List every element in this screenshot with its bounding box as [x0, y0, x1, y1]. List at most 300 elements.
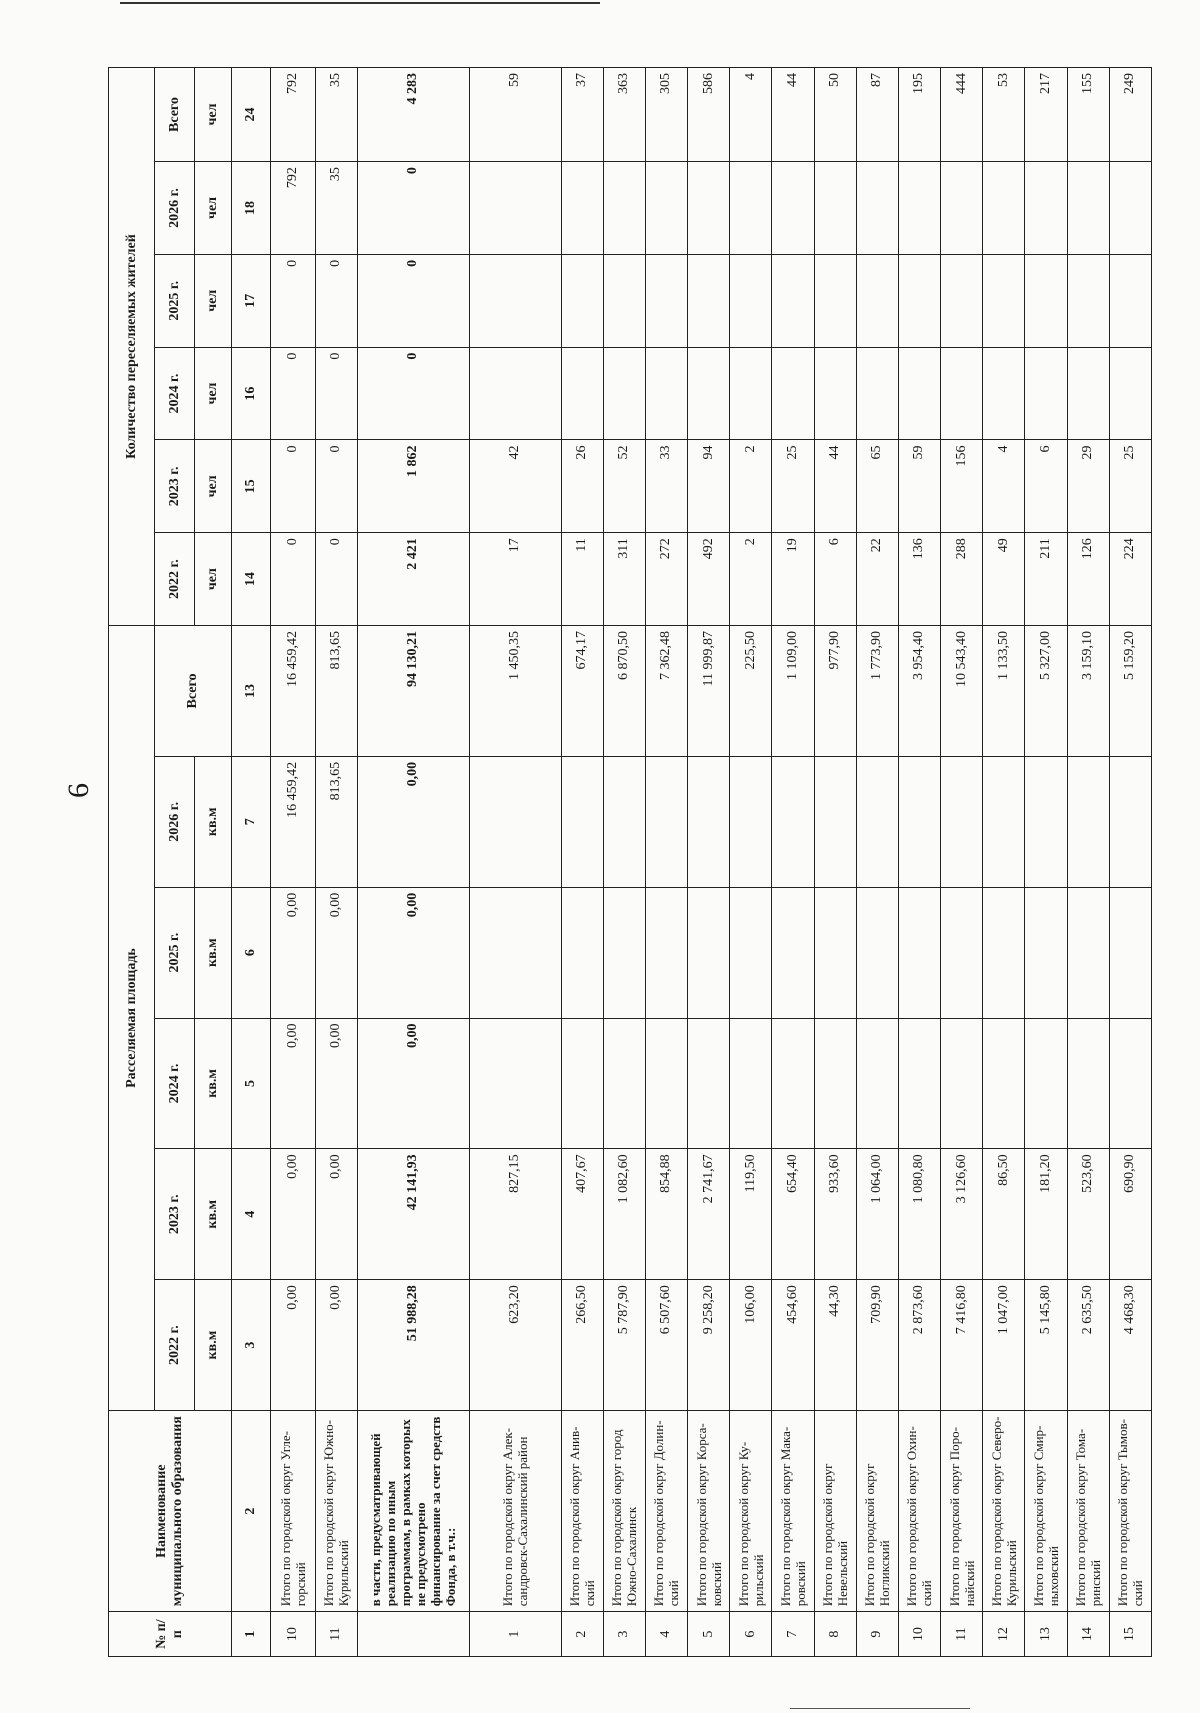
cell-ptotal: 195	[898, 68, 940, 162]
cell-atotal: 1 450,35	[470, 626, 561, 757]
year-header: 2026 г.	[155, 756, 195, 887]
unit-cell: чел	[195, 162, 232, 255]
cell-a2022: 454,60	[772, 1280, 814, 1411]
table-row	[357, 68, 469, 1657]
cell-p2025	[941, 254, 983, 347]
cell-a2023: 933,60	[814, 1149, 856, 1280]
year-header: 2023 г.	[155, 1149, 195, 1280]
cell-a2022: 1 047,00	[983, 1280, 1025, 1411]
unit-cell: чел	[195, 254, 232, 347]
page-number: 6	[62, 783, 95, 798]
cell-p2022: 136	[898, 533, 940, 626]
unit-cell: кв.м	[195, 756, 232, 887]
cell-a2024	[1109, 1018, 1151, 1149]
cell-p2024	[561, 347, 603, 440]
cell-p2026	[730, 162, 772, 255]
unit-cell: кв.м	[195, 1149, 232, 1280]
cell-p2026: 35	[315, 162, 357, 255]
cell-p2025	[730, 254, 772, 347]
cell-p2023: 52	[603, 440, 645, 533]
cell-atotal: 1 109,00	[772, 626, 814, 757]
cell-a2023: 523,60	[1067, 1149, 1109, 1280]
cell-p2024	[898, 347, 940, 440]
cell-name: в части, предусматривающей реализацию по иным программам, в рамках которых не предусмотрено финансирование за счет средств Фонда, в т.ч.:	[357, 1411, 469, 1612]
cell-a2025	[688, 887, 730, 1018]
cell-p2025	[983, 254, 1025, 347]
col-number: 3	[232, 1280, 271, 1411]
cell-a2024	[603, 1018, 645, 1149]
cell-a2026	[688, 756, 730, 887]
cell-a2026: 813,65	[315, 756, 357, 887]
col-number: 14	[232, 533, 271, 626]
table-row	[688, 68, 730, 1657]
cell-no: 10	[898, 1612, 940, 1657]
cell-a2025	[730, 887, 772, 1018]
cell-p2024: 0	[357, 347, 469, 440]
cell-ptotal: 444	[941, 68, 983, 162]
cell-atotal: 3 954,40	[898, 626, 940, 757]
table-row	[315, 68, 357, 1657]
unit-cell: чел	[195, 533, 232, 626]
cell-p2022: 126	[1067, 533, 1109, 626]
cell-a2026: 0,00	[357, 756, 469, 887]
cell-p2024	[603, 347, 645, 440]
cell-no: 8	[814, 1612, 856, 1657]
cell-ptotal: 50	[814, 68, 856, 162]
cell-name: Итого по городской округ город Южно-Сахалинск	[603, 1411, 645, 1612]
unit-cell: чел	[195, 68, 232, 162]
cell-no: 11	[315, 1612, 357, 1657]
cell-p2026	[941, 162, 983, 255]
cell-a2022: 2 635,50	[1067, 1280, 1109, 1411]
cell-a2022: 44,30	[814, 1280, 856, 1411]
cell-atotal: 977,90	[814, 626, 856, 757]
col-number: 16	[232, 347, 271, 440]
col-number: 17	[232, 254, 271, 347]
cell-a2025	[1067, 887, 1109, 1018]
cell-a2023: 3 126,60	[941, 1149, 983, 1280]
cell-atotal: 6 870,50	[603, 626, 645, 757]
cell-name: Итого по городской округ Угле-горский	[271, 1411, 316, 1612]
cell-p2022: 224	[1109, 533, 1151, 626]
cell-ptotal: 44	[772, 68, 814, 162]
col-number: 7	[232, 756, 271, 887]
cell-p2026: 0	[357, 162, 469, 255]
cell-a2024	[688, 1018, 730, 1149]
cell-a2025	[983, 887, 1025, 1018]
cell-no: 9	[856, 1612, 898, 1657]
cell-p2026	[983, 162, 1025, 255]
cell-a2024	[730, 1018, 772, 1149]
cell-a2024	[772, 1018, 814, 1149]
cell-ptotal: 792	[271, 68, 316, 162]
cell-name: Итого по городской округ Корса-ковский	[688, 1411, 730, 1612]
cell-p2023: 44	[814, 440, 856, 533]
cell-a2023: 42 141,93	[357, 1149, 469, 1280]
cell-p2022: 2	[730, 533, 772, 626]
cell-a2023: 86,50	[983, 1149, 1025, 1280]
cell-ptotal: 53	[983, 68, 1025, 162]
cell-no: 15	[1109, 1612, 1151, 1657]
cell-a2022: 6 507,60	[645, 1280, 687, 1411]
year-header: 2023 г.	[155, 440, 195, 533]
cell-a2023: 1 082,60	[603, 1149, 645, 1280]
top-edge-line	[120, 2, 600, 4]
cell-a2024	[561, 1018, 603, 1149]
total-header: Всего	[155, 68, 195, 162]
cell-a2025	[603, 887, 645, 1018]
cell-a2025	[898, 887, 940, 1018]
cell-a2024	[1067, 1018, 1109, 1149]
cell-atotal: 1 773,90	[856, 626, 898, 757]
cell-ptotal: 249	[1109, 68, 1151, 162]
cell-a2024	[645, 1018, 687, 1149]
cell-a2024: 0,00	[271, 1018, 316, 1149]
cell-ptotal: 155	[1067, 68, 1109, 162]
cell-p2024	[688, 347, 730, 440]
cell-p2023: 0	[315, 440, 357, 533]
cell-p2025: 0	[315, 254, 357, 347]
cell-p2023: 6	[1025, 440, 1067, 533]
cell-a2024	[898, 1018, 940, 1149]
cell-p2024: 0	[271, 347, 316, 440]
cell-p2025	[1025, 254, 1067, 347]
table-row	[603, 68, 645, 1657]
cell-atotal: 813,65	[315, 626, 357, 757]
cell-p2022: 272	[645, 533, 687, 626]
cell-a2022: 4 468,30	[1109, 1280, 1151, 1411]
cell-p2022: 11	[561, 533, 603, 626]
cell-p2024	[730, 347, 772, 440]
cell-a2022: 5 145,80	[1025, 1280, 1067, 1411]
cell-atotal: 674,17	[561, 626, 603, 757]
cell-name: Итого по городской округ Охин-ский	[898, 1411, 940, 1612]
cell-a2022: 106,00	[730, 1280, 772, 1411]
col-number: 13	[232, 626, 271, 757]
cell-a2023: 690,90	[1109, 1149, 1151, 1280]
cell-a2024: 0,00	[357, 1018, 469, 1149]
cell-p2023: 25	[1109, 440, 1151, 533]
cell-a2025	[814, 887, 856, 1018]
col-name-header: Наименование муниципального образования	[109, 1411, 232, 1612]
cell-a2025	[561, 887, 603, 1018]
cell-no: 10	[271, 1612, 316, 1657]
cell-p2023: 1 862	[357, 440, 469, 533]
cell-a2024: 0,00	[315, 1018, 357, 1149]
cell-a2025: 0,00	[271, 887, 316, 1018]
cell-a2022: 709,90	[856, 1280, 898, 1411]
cell-a2023: 827,15	[470, 1149, 561, 1280]
cell-a2023: 1 064,00	[856, 1149, 898, 1280]
cell-a2023: 654,40	[772, 1149, 814, 1280]
cell-atotal: 1 133,50	[983, 626, 1025, 757]
cell-atotal: 11 999,87	[688, 626, 730, 757]
cell-p2022: 311	[603, 533, 645, 626]
bottom-edge-line	[790, 1708, 970, 1709]
cell-p2026	[688, 162, 730, 255]
cell-p2025: 0	[271, 254, 316, 347]
cell-p2026	[645, 162, 687, 255]
cell-a2025	[772, 887, 814, 1018]
cell-p2025	[470, 254, 561, 347]
cell-name: Итого по городской округ Смир-ныховский	[1025, 1411, 1067, 1612]
cell-name: Итого по городской округ Южно-Курильский	[315, 1411, 357, 1612]
table-row	[1109, 68, 1151, 1657]
cell-p2024	[470, 347, 561, 440]
cell-ptotal: 35	[315, 68, 357, 162]
table-row	[645, 68, 687, 1657]
cell-a2026	[898, 756, 940, 887]
header-row-groups	[109, 68, 155, 1657]
cell-p2024	[941, 347, 983, 440]
cell-a2023: 0,00	[271, 1149, 316, 1280]
cell-name: Итого по городской округ Долин-ский	[645, 1411, 687, 1612]
cell-atotal: 225,50	[730, 626, 772, 757]
year-header: 2025 г.	[155, 254, 195, 347]
cell-a2026: 16 459,42	[271, 756, 316, 887]
cell-no: 5	[688, 1612, 730, 1657]
col-num-header: № п/п	[109, 1612, 232, 1657]
cell-name: Итого по городской округ Тымов-ский	[1109, 1411, 1151, 1612]
resettlement-table	[108, 67, 1152, 1657]
cell-p2022: 0	[315, 533, 357, 626]
cell-a2025	[1109, 887, 1151, 1018]
cell-ptotal: 4 283	[357, 68, 469, 162]
cell-p2025: 0	[357, 254, 469, 347]
table-row	[561, 68, 603, 1657]
cell-a2026	[772, 756, 814, 887]
rotated-table-container	[108, 67, 1152, 1657]
cell-name: Итого по городской округ Мака-ровский	[772, 1411, 814, 1612]
cell-p2022: 211	[1025, 533, 1067, 626]
cell-p2024	[772, 347, 814, 440]
table-row	[772, 68, 814, 1657]
cell-p2025	[772, 254, 814, 347]
cell-a2026	[470, 756, 561, 887]
cell-p2023: 0	[271, 440, 316, 533]
year-header: 2024 г.	[155, 347, 195, 440]
cell-ptotal: 305	[645, 68, 687, 162]
cell-p2022: 492	[688, 533, 730, 626]
cell-p2023: 42	[470, 440, 561, 533]
table-row	[470, 68, 561, 1657]
cell-a2026	[1067, 756, 1109, 887]
cell-name: Итого по городской округ Тома-ринский	[1067, 1411, 1109, 1612]
cell-p2024	[1067, 347, 1109, 440]
year-header: 2022 г.	[155, 533, 195, 626]
cell-p2022: 6	[814, 533, 856, 626]
cell-atotal: 7 362,48	[645, 626, 687, 757]
cell-p2023: 94	[688, 440, 730, 533]
header-row-col-numbers	[232, 68, 271, 1657]
cell-p2023: 59	[898, 440, 940, 533]
cell-p2025	[898, 254, 940, 347]
cell-no: 12	[983, 1612, 1025, 1657]
cell-p2023: 26	[561, 440, 603, 533]
cell-a2022: 5 787,90	[603, 1280, 645, 1411]
cell-name: Итого по городской округ Анив-ский	[561, 1411, 603, 1612]
cell-name: Итого по городской округ Ногликский	[856, 1411, 898, 1612]
cell-no: 13	[1025, 1612, 1067, 1657]
cell-p2026	[856, 162, 898, 255]
unit-cell: кв.м	[195, 887, 232, 1018]
cell-a2026	[730, 756, 772, 887]
cell-p2025	[814, 254, 856, 347]
table-body	[271, 68, 1152, 1657]
cell-a2026	[814, 756, 856, 887]
cell-a2022: 0,00	[271, 1280, 316, 1411]
cell-p2022: 0	[271, 533, 316, 626]
cell-a2022: 623,20	[470, 1280, 561, 1411]
unit-cell: чел	[195, 347, 232, 440]
cell-p2023: 2	[730, 440, 772, 533]
cell-a2023: 407,67	[561, 1149, 603, 1280]
cell-a2022: 51 988,28	[357, 1280, 469, 1411]
table-row	[856, 68, 898, 1657]
col-number: 5	[232, 1018, 271, 1149]
cell-a2026	[856, 756, 898, 887]
cell-name: Итого по городской округ Северо-Курильский	[983, 1411, 1025, 1612]
cell-atotal: 5 159,20	[1109, 626, 1151, 757]
cell-p2026	[898, 162, 940, 255]
cell-no: 3	[603, 1612, 645, 1657]
cell-p2022: 2 421	[357, 533, 469, 626]
cell-a2022: 2 873,60	[898, 1280, 940, 1411]
cell-ptotal: 217	[1025, 68, 1067, 162]
cell-p2022: 17	[470, 533, 561, 626]
cell-a2024	[941, 1018, 983, 1149]
area-group-header: Расселяемая площадь	[109, 626, 155, 1411]
cell-p2024	[983, 347, 1025, 440]
cell-p2025	[561, 254, 603, 347]
cell-p2022: 49	[983, 533, 1025, 626]
cell-p2026	[772, 162, 814, 255]
cell-a2025: 0,00	[315, 887, 357, 1018]
table-row	[1067, 68, 1109, 1657]
cell-p2025	[688, 254, 730, 347]
table-row	[730, 68, 772, 1657]
people-group-header: Количество переселяемых жителей	[109, 68, 155, 626]
cell-ptotal: 37	[561, 68, 603, 162]
cell-no: 4	[645, 1612, 687, 1657]
cell-a2023: 2 741,67	[688, 1149, 730, 1280]
unit-cell: чел	[195, 440, 232, 533]
cell-p2026	[603, 162, 645, 255]
cell-p2026	[1067, 162, 1109, 255]
cell-ptotal: 4	[730, 68, 772, 162]
table-row	[983, 68, 1025, 1657]
cell-a2024	[470, 1018, 561, 1149]
cell-ptotal: 87	[856, 68, 898, 162]
table-row	[271, 68, 316, 1657]
cell-p2024: 0	[315, 347, 357, 440]
cell-no: 6	[730, 1612, 772, 1657]
cell-p2024	[856, 347, 898, 440]
cell-no: 7	[772, 1612, 814, 1657]
cell-atotal: 3 159,10	[1067, 626, 1109, 757]
cell-atotal: 5 327,00	[1025, 626, 1067, 757]
cell-a2022: 266,50	[561, 1280, 603, 1411]
cell-ptotal: 363	[603, 68, 645, 162]
table-row	[814, 68, 856, 1657]
cell-p2025	[856, 254, 898, 347]
cell-name: Итого по городской округ Поро-найский	[941, 1411, 983, 1612]
cell-name: Итого по городской округ Ку-рильский	[730, 1411, 772, 1612]
cell-p2024	[645, 347, 687, 440]
cell-a2023: 119,50	[730, 1149, 772, 1280]
cell-no	[357, 1612, 469, 1657]
cell-p2026	[1109, 162, 1151, 255]
cell-a2026	[603, 756, 645, 887]
cell-p2025	[603, 254, 645, 347]
cell-atotal: 94 130,21	[357, 626, 469, 757]
cell-atotal: 16 459,42	[271, 626, 316, 757]
cell-a2025	[856, 887, 898, 1018]
cell-ptotal: 59	[470, 68, 561, 162]
cell-p2026: 792	[271, 162, 316, 255]
col-number: 4	[232, 1149, 271, 1280]
cell-a2023: 0,00	[315, 1149, 357, 1280]
cell-p2022: 22	[856, 533, 898, 626]
cell-p2023: 65	[856, 440, 898, 533]
year-header: 2022 г.	[155, 1280, 195, 1411]
cell-a2026	[941, 756, 983, 887]
cell-a2026	[983, 756, 1025, 887]
cell-atotal: 10 543,40	[941, 626, 983, 757]
cell-p2024	[1025, 347, 1067, 440]
cell-a2023: 854,88	[645, 1149, 687, 1280]
cell-a2024	[814, 1018, 856, 1149]
cell-p2026	[814, 162, 856, 255]
cell-p2022: 19	[772, 533, 814, 626]
cell-p2024	[1109, 347, 1151, 440]
cell-name: Итого по городской округ Невельский	[814, 1411, 856, 1612]
cell-p2022: 288	[941, 533, 983, 626]
cell-a2025	[470, 887, 561, 1018]
cell-no: 11	[941, 1612, 983, 1657]
cell-no: 1	[470, 1612, 561, 1657]
col-number: 6	[232, 887, 271, 1018]
cell-p2026	[1025, 162, 1067, 255]
table-row	[941, 68, 983, 1657]
col-number: 24	[232, 68, 271, 162]
cell-a2026	[645, 756, 687, 887]
cell-a2024	[856, 1018, 898, 1149]
cell-a2025	[645, 887, 687, 1018]
cell-a2026	[561, 756, 603, 887]
cell-a2024	[1025, 1018, 1067, 1149]
cell-p2023: 29	[1067, 440, 1109, 533]
cell-p2023: 156	[941, 440, 983, 533]
col-number: 1	[232, 1612, 271, 1657]
cell-no: 2	[561, 1612, 603, 1657]
col-number: 15	[232, 440, 271, 533]
table-row	[898, 68, 940, 1657]
cell-a2022: 9 258,20	[688, 1280, 730, 1411]
unit-cell: кв.м	[195, 1018, 232, 1149]
cell-a2025	[1025, 887, 1067, 1018]
cell-p2026	[561, 162, 603, 255]
cell-p2023: 33	[645, 440, 687, 533]
year-header: 2025 г.	[155, 887, 195, 1018]
cell-p2026	[470, 162, 561, 255]
col-number: 18	[232, 162, 271, 255]
cell-a2022: 7 416,80	[941, 1280, 983, 1411]
cell-p2023: 25	[772, 440, 814, 533]
unit-cell: кв.м	[195, 1280, 232, 1411]
year-header: 2024 г.	[155, 1018, 195, 1149]
year-header: 2026 г.	[155, 162, 195, 255]
